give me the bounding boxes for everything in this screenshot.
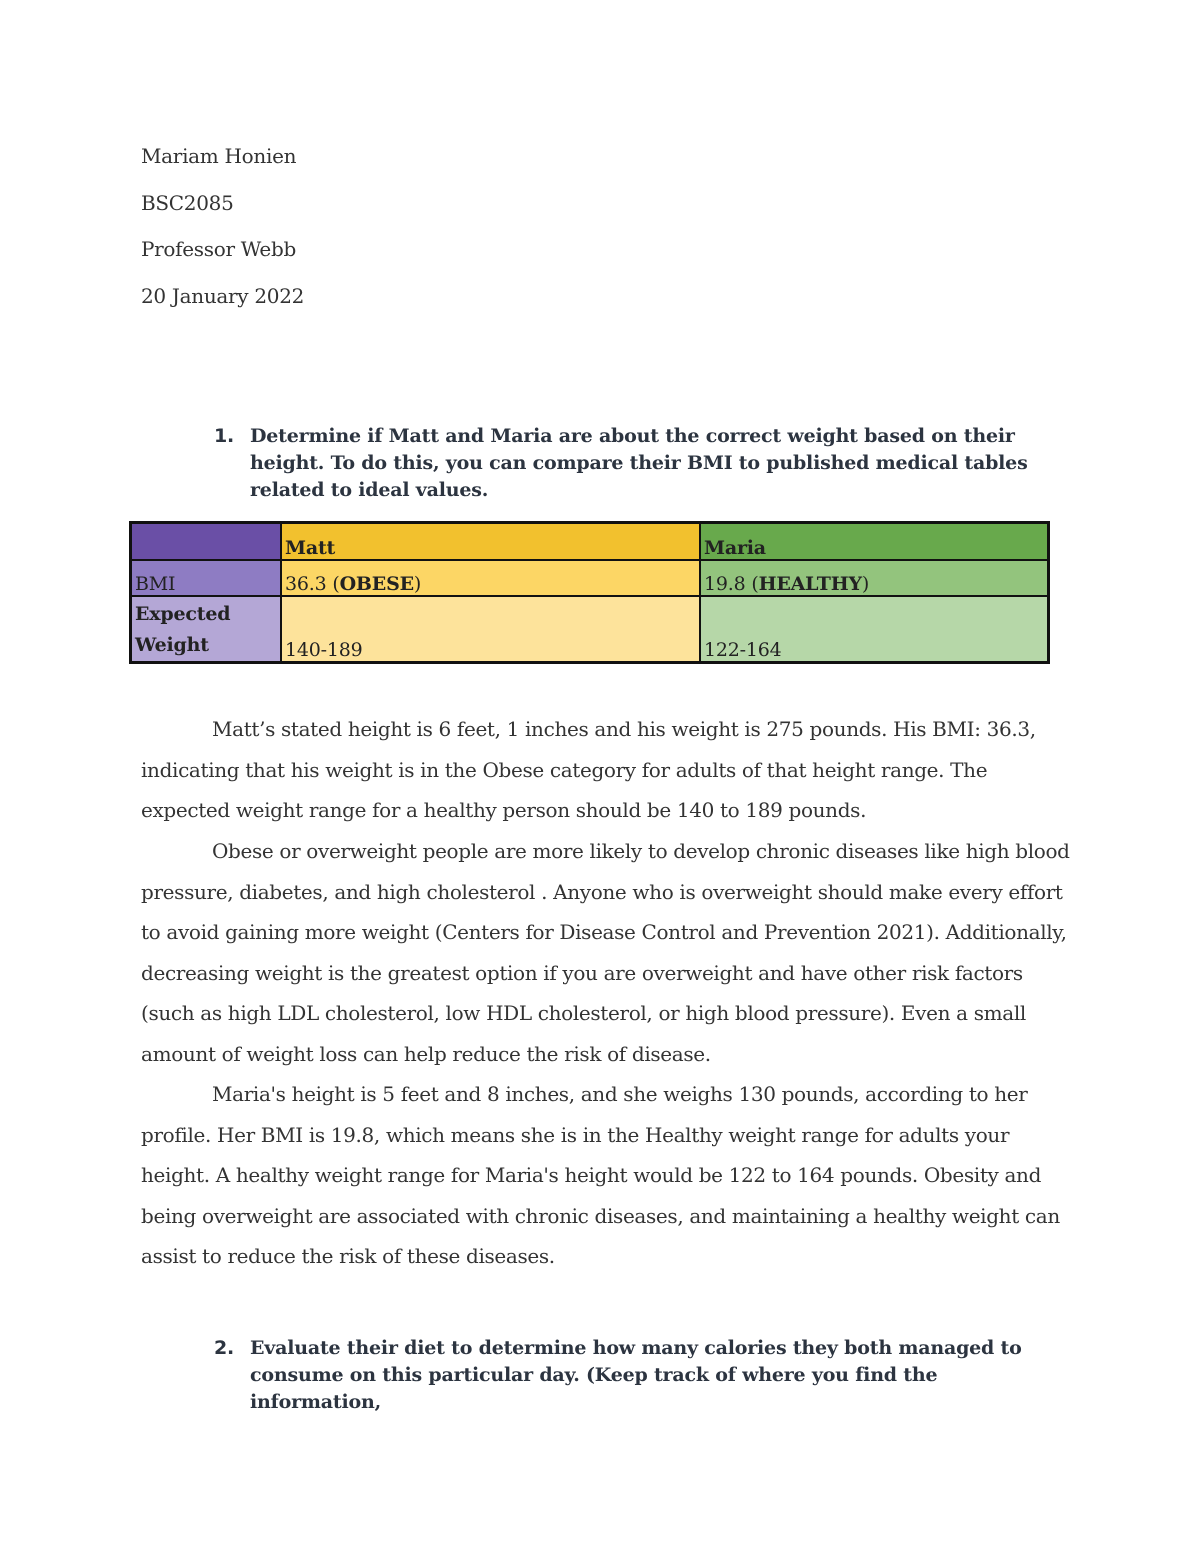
matt-bmi-status: OBESE: [339, 573, 414, 595]
professor-name: Professor Webb: [141, 237, 296, 261]
paragraph-matt-text: Matt’s stated height is 6 feet, 1 inches and his weight is 275 pounds. His BMI: 36.3, indicating that his weight is in the Obese category for adults of that height range. The expected weight range for a healthy person should be 140 to 189 pounds.: [141, 717, 1036, 823]
header-maria: Maria: [700, 523, 1049, 561]
maria-bmi-status: HEALTHY: [758, 573, 862, 595]
table-row-bmi: [131, 560, 1049, 596]
table-header-row: [131, 523, 1049, 561]
paragraph-maria: [141, 1074, 1071, 1277]
question-1: [214, 423, 1074, 504]
document-date: 20 January 2022: [141, 284, 305, 308]
maria-bmi-cell: 19.8 (HEALTHY): [700, 560, 1049, 596]
question-1-number: 1.: [214, 425, 235, 447]
maria-expected-weight: 122-164: [700, 596, 1049, 663]
header-matt: Matt: [281, 523, 700, 561]
paragraph-obesity: [141, 831, 1071, 1075]
matt-expected-weight: 140-189: [281, 596, 700, 663]
matt-bmi-cell: 36.3 (OBESE): [281, 560, 700, 596]
matt-bmi-value: 36.3: [285, 573, 327, 595]
course-code: BSC2085: [141, 191, 234, 215]
row-label-expected-weight: Expected Weight: [131, 596, 282, 663]
question-2-number: 2.: [214, 1337, 235, 1359]
author-name: Mariam Honien: [141, 144, 297, 168]
maria-bmi-value: 19.8: [704, 573, 746, 595]
bmi-table: [129, 521, 1050, 664]
paragraph-matt: [141, 709, 1071, 831]
table-corner-cell: [131, 523, 282, 561]
paragraph-maria-text: Maria's height is 5 feet and 8 inches, and she weighs 130 pounds, according to her profile. Her BMI is 19.8, which means she is in the Healthy weight range for adults your height. A healthy weight range for Maria's height would be 122 to 164 pounds. Obesity and being overweight are associated with chronic diseases, and maintaining a healthy weight can assist to reduce the risk of these diseases.: [141, 1082, 1060, 1269]
question-1-text: Determine if Matt and Maria are about the correct weight based on their height. To do this, you can compare their BMI to published medical tables related to ideal values.: [250, 425, 1028, 501]
table-row-expected-weight: [131, 596, 1049, 663]
paragraph-obesity-text: Obese or overweight people are more likely to develop chronic diseases like high blood pressure, diabetes, and high cholesterol . Anyone who is overweight should make every effort to avoid gaining more weight (Centers for Disease Control and Prevention 2021). Additionally, decreasing weight is the greatest option if you are overweight and have other risk factors (such as high LDL cholesterol, low HDL cholesterol, or high blood pressure). Even a small amount of weight loss can help reduce the risk of disease.: [141, 839, 1070, 1066]
question-2-text: Evaluate their diet to determine how many calories they both managed to consume on this particular day. (Keep track of where you find the information,: [250, 1337, 1022, 1413]
question-2: [214, 1335, 1074, 1416]
row-label-bmi: BMI: [131, 560, 282, 596]
